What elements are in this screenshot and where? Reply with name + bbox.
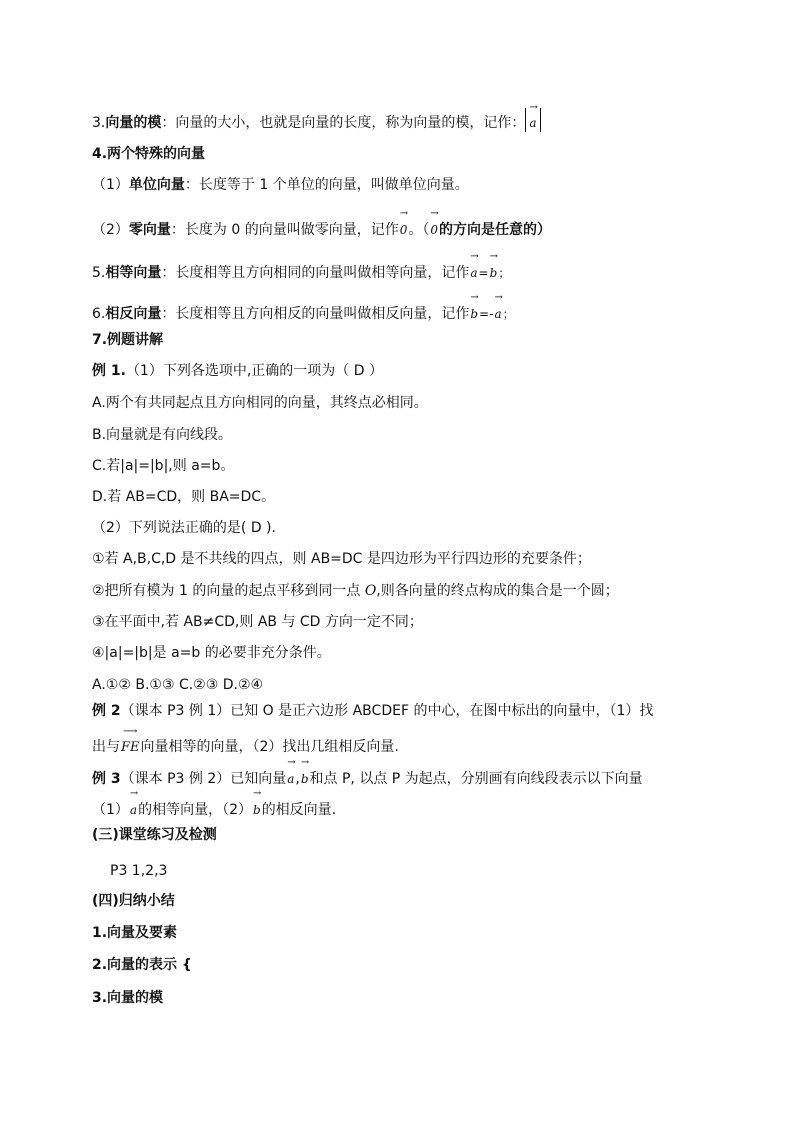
line-zero-vector: （2）零向量：长度为 0 的向量叫做零向量，记作 → 0。（ → 0的方向是任意的） (92, 208, 552, 238)
right-arrow-icon: → (470, 251, 479, 262)
section-heading: (四)归纳小结 (92, 893, 175, 909)
option-b: B.向量就是有向线段。 (92, 427, 233, 443)
term-heading: 单位向量 (128, 177, 185, 193)
summary-item: 2.向量的表示 { (92, 957, 192, 973)
definition-text: ：向量的大小，也就是向量的长度，称为向量的模，记作： (161, 115, 526, 131)
right-arrow-icon: → (529, 102, 538, 113)
zero-vector-symbol: → 0 (430, 208, 439, 237)
section-heading: 7.例题讲解 (92, 332, 164, 348)
vector-fe: ⟶ FE (121, 726, 140, 755)
example-3-line-1: 例 3（课本 P3 例 2）已知向量 → a, → b和点 P, 以点 P 为起点，分别画有向线段表示以下向量 (92, 757, 643, 787)
statement-2: ②把所有模为 1 的向量的起点平移到同一点 O,则各向量的终点构成的集合是一个圆； (92, 583, 619, 599)
example-2-line-2: 出与 ⟶ FE向量相等的向量，（2）找出几组相反向量. (92, 732, 754, 758)
example-1-part-2: （2）下列说法正确的是( D ). (92, 520, 276, 536)
example-1-question: 例 1.（1）下列各选项中,正确的一项为（ D ） (92, 363, 383, 379)
summary-item: 1.向量及要素 (92, 925, 178, 941)
right-arrow-icon: → (470, 292, 479, 303)
right-arrow-icon: → (430, 208, 439, 219)
statement-1: ①若 A,B,C,D 是不共线的四点，则 AB=DC 是四边形为平行四边形的充要条件； (92, 551, 591, 567)
right-arrow-icon: ⟶ (123, 726, 138, 737)
option-c: C.若|a|=|b|,则 a=b。 (92, 458, 235, 474)
section-heading: 4.两个特殊的向量 (92, 146, 206, 162)
right-arrow-icon: → (399, 208, 409, 219)
line-unit-vector: （1）单位向量：长度等于 1 个单位的向量，叫做单位向量。 (92, 177, 469, 193)
example-label: 例 2 (92, 703, 121, 719)
term-heading: 零向量 (128, 222, 171, 238)
right-arrow-icon: → (129, 788, 139, 799)
summary-item: 3.向量的模 (92, 990, 164, 1006)
zero-vector-symbol: → 0 (399, 208, 409, 237)
statement-4: ④|a|=|b|是 a=b 的必要非充分条件。 (92, 645, 331, 661)
right-arrow-icon: → (253, 788, 262, 799)
item-number: 3. (92, 115, 106, 131)
term-heading: 相等向量 (105, 265, 162, 281)
line-opposite-vector: 6.相反向量：长度相等且方向相反的向量叫做相反向量，记作 → b=- → a； (92, 292, 515, 322)
right-arrow-icon: → (489, 251, 498, 262)
statement-3: ③在平面中,若 AB≠CD,则 AB 与 CD 方向一定不同； (92, 614, 423, 630)
option-a: A.两个有共同起点且方向相同的向量，其终点必相同。 (92, 395, 428, 411)
term-heading: 相反向量 (105, 306, 162, 322)
right-arrow-icon: → (287, 757, 296, 768)
modulus-symbol: → a (525, 108, 540, 132)
example-label: 例 3 (92, 771, 121, 787)
section-heading: (三)课堂练习及检测 (92, 827, 217, 843)
example-3-line-2: （1） → a的相等向量，（2） → b的相反向量. (92, 788, 337, 818)
right-arrow-icon: → (494, 292, 503, 303)
term-heading: 向量的模 (105, 115, 162, 131)
example-2-line-1: 例 2（课本 P3 例 1）已知 O 是正六边形 ABCDEF 的中心，在图中标出的向量中，（1）找 (92, 703, 654, 719)
line-equal-vector: 5.相等向量：长度相等且方向相同的向量叫做相等向量，记作 → a= → b； (92, 251, 511, 281)
exercise-reference: P3 1,2,3 (110, 863, 168, 879)
right-arrow-icon: → (300, 757, 310, 768)
option-d: D.若 AB=CD，则 BA=DC。 (92, 489, 276, 505)
example-label: 例 1. (92, 363, 126, 379)
line-vector-modulus (92, 102, 754, 133)
answer-options: A.①② B.①③ C.②③ D.②④ (92, 677, 264, 693)
